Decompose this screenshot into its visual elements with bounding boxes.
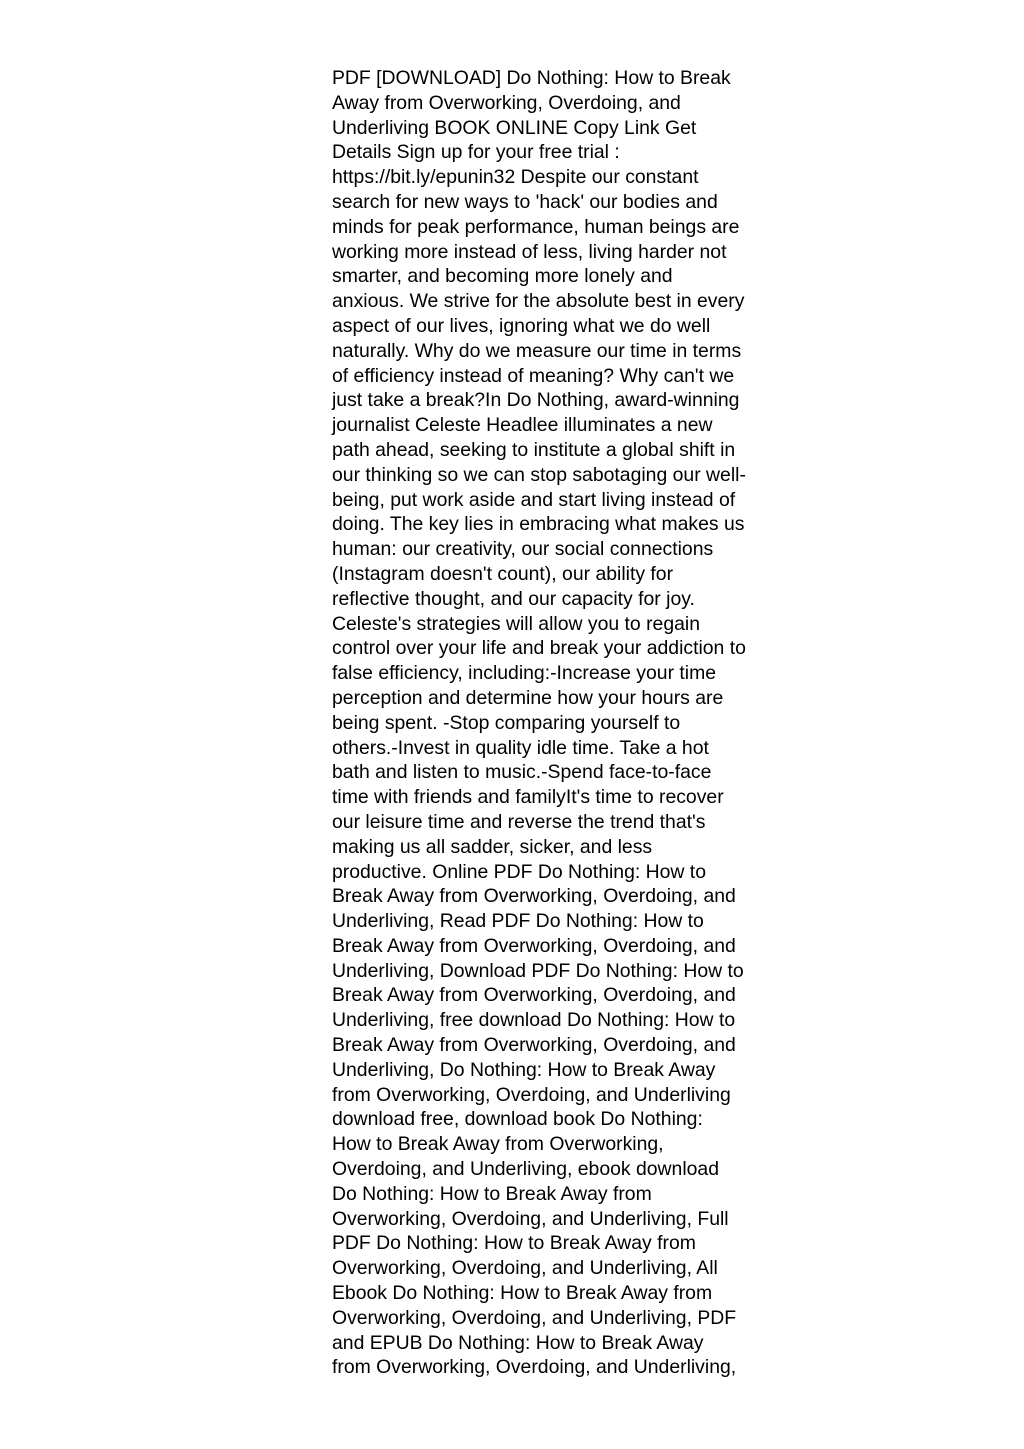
text-line: smarter, and becoming more lonely and bbox=[332, 265, 673, 288]
text-line: Break Away from Overworking, Overdoing, and bbox=[332, 934, 736, 957]
text-line: just take a break?In Do Nothing, award-winning bbox=[332, 389, 740, 412]
text-line: others.-Invest in quality idle time. Take a hot bbox=[332, 736, 709, 759]
body-text bbox=[332, 66, 782, 1380]
text-line: being, put work aside and start living instead of bbox=[332, 488, 736, 511]
text-line: download free, download book Do Nothing: bbox=[332, 1108, 703, 1131]
text-line: Break Away from Overworking, Overdoing, and bbox=[332, 1034, 736, 1057]
text-line: human: our creativity, our social connections bbox=[332, 538, 714, 561]
text-line: Break Away from Overworking, Overdoing, and bbox=[332, 984, 736, 1007]
text-line: Underliving, Do Nothing: How to Break Away bbox=[332, 1058, 716, 1081]
text-line: minds for peak performance, human beings are bbox=[332, 215, 740, 238]
text-line: reflective thought, and our capacity for joy. bbox=[332, 587, 695, 610]
text-line: of efficiency instead of meaning? Why can't we bbox=[332, 364, 735, 387]
text-line: How to Break Away from Overworking, bbox=[332, 1133, 664, 1156]
text-line: control over your life and break your addiction to bbox=[332, 637, 746, 660]
text-line: Overworking, Overdoing, and Underliving, Full bbox=[332, 1207, 729, 1230]
text-line: from Overworking, Overdoing, and Underliving, bbox=[332, 1356, 737, 1379]
text-line: Details Sign up for your free trial : bbox=[332, 141, 620, 164]
text-line: anxious. We strive for the absolute best in every bbox=[332, 290, 745, 313]
text-line: being spent. -Stop comparing yourself to bbox=[332, 711, 681, 734]
text-line: journalist Celeste Headlee illuminates a new bbox=[332, 414, 713, 437]
text-line: path ahead, seeking to institute a global shift in bbox=[332, 438, 736, 461]
text-line: https://bit.ly/epunin32 Despite our constant bbox=[332, 166, 699, 189]
text-line: Underliving, Download PDF Do Nothing: How to bbox=[332, 959, 744, 982]
text-line: doing. The key lies in embracing what makes us bbox=[332, 513, 745, 536]
text-line: aspect of our lives, ignoring what we do well bbox=[332, 314, 711, 337]
text-line: time with friends and familyIt's time to recover bbox=[332, 786, 724, 809]
text-line: Underliving, free download Do Nothing: How to bbox=[332, 1009, 736, 1032]
text-line: and EPUB Do Nothing: How to Break Away bbox=[332, 1331, 704, 1354]
text-line: naturally. Why do we measure our time in terms bbox=[332, 339, 742, 362]
text-line: Celeste's strategies will allow you to regain bbox=[332, 612, 700, 635]
text-line: Ebook Do Nothing: How to Break Away from bbox=[332, 1282, 713, 1305]
text-line: Overworking, Overdoing, and Underliving, All bbox=[332, 1257, 718, 1280]
text-line: PDF Do Nothing: How to Break Away from bbox=[332, 1232, 696, 1255]
text-line: PDF [DOWNLOAD] Do Nothing: How to Break bbox=[332, 67, 731, 89]
text-line: search for new ways to 'hack' our bodies and bbox=[332, 190, 718, 213]
text-line: productive. Online PDF Do Nothing: How to bbox=[332, 860, 706, 883]
text-line: Break Away from Overworking, Overdoing, and bbox=[332, 885, 736, 908]
text-line: Do Nothing: How to Break Away from bbox=[332, 1182, 652, 1205]
text-line: Underliving, Read PDF Do Nothing: How to bbox=[332, 910, 704, 933]
text-line: bath and listen to music.-Spend face-to-face bbox=[332, 761, 712, 784]
text-line: Underliving BOOK ONLINE Copy Link Get bbox=[332, 116, 697, 139]
text-line: Away from Overworking, Overdoing, and bbox=[332, 91, 681, 114]
text-line: our leisure time and reverse the trend that's bbox=[332, 810, 706, 833]
text-line: making us all sadder, sicker, and less bbox=[332, 835, 653, 858]
text-line: from Overworking, Overdoing, and Underliving bbox=[332, 1083, 731, 1106]
text-line: (Instagram doesn't count), our ability for bbox=[332, 562, 674, 585]
text-line: perception and determine how your hours are bbox=[332, 686, 724, 709]
text-line: false efficiency, including:-Increase your time bbox=[332, 662, 717, 685]
text-line: Overworking, Overdoing, and Underliving, PDF bbox=[332, 1306, 737, 1329]
text-line: working more instead of less, living harder not bbox=[332, 240, 727, 263]
text-line: our thinking so we can stop sabotaging our well- bbox=[332, 463, 746, 486]
text-line: Overdoing, and Underliving, ebook download bbox=[332, 1158, 719, 1181]
